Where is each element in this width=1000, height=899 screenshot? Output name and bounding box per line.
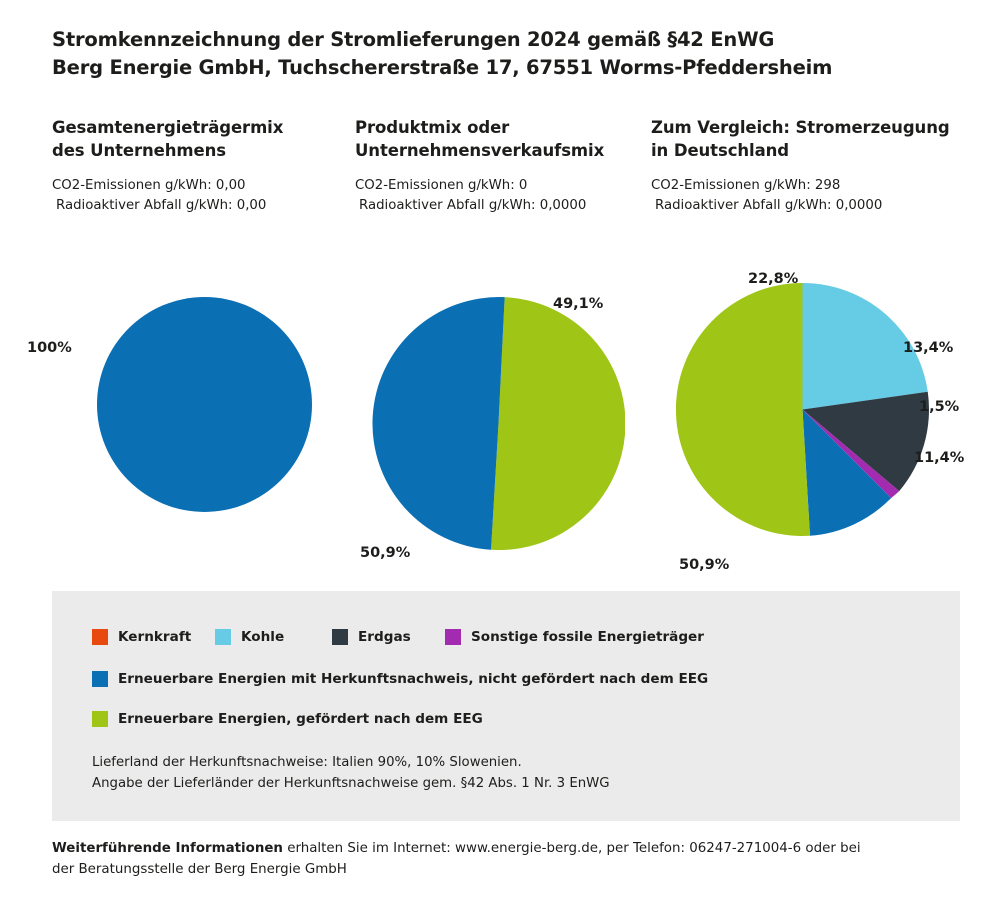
footer-rest: erhalten Sie im Internet: www.energie-berg.de, per Telefon: 06247-271004-6 oder bei <box>282 841 861 856</box>
legend-note-line1: Lieferland der Herkunftsnachweise: Italien 90%, 10% Slowenien. <box>92 755 522 770</box>
legend-swatch-erdgas <box>332 629 348 645</box>
pie-1-label-100: 100% <box>27 340 72 356</box>
pie-3-label-15: 1,5% <box>919 399 960 415</box>
column-2-title-line2: Unternehmensverkaufsmix <box>355 141 605 160</box>
column-2-co2: CO2-Emissionen g/kWh: 0 <box>355 178 528 193</box>
legend-swatch-sonstige-fossil <box>445 629 461 645</box>
column-2-emissions <box>355 176 645 216</box>
legend-item-erdgas <box>332 629 411 645</box>
column-vergleich-deutschland <box>651 116 981 216</box>
legend-note <box>92 752 610 794</box>
footer <box>52 838 962 880</box>
column-3-title <box>651 116 981 162</box>
legend-swatch-kohle <box>215 629 231 645</box>
column-1-co2: CO2-Emissionen g/kWh: 0,00 <box>52 178 246 193</box>
legend-swatch-erneuerbar-eeg <box>92 711 108 727</box>
pie-3-label-114: 11,4% <box>914 450 965 466</box>
page-title-line2: Berg Energie GmbH, Tuchschererstraße 17, 67551 Worms-Pfeddersheim <box>52 56 833 79</box>
legend-swatch-kernkraft <box>92 629 108 645</box>
column-produktmix <box>355 116 645 216</box>
column-1-title-line2: des Unternehmens <box>52 141 226 160</box>
legend-label-erneuerbar-eeg: Erneuerbare Energien, gefördert nach dem EEG <box>118 711 483 727</box>
column-2-waste: Radioaktiver Abfall g/kWh: 0,0000 <box>359 198 587 213</box>
pie-2-slice-hkn <box>372 297 504 550</box>
pie-chart-gesamtenergietraegermix <box>97 297 312 512</box>
pie-3-label-134: 13,4% <box>903 340 954 356</box>
pie-2-label-509: 50,9% <box>360 545 411 561</box>
pie-chart-deutschland <box>676 283 929 536</box>
footer-bold: Weiterführende Informationen <box>52 841 283 856</box>
pie-2-svg <box>372 297 625 550</box>
legend-label-erneuerbar-hkn: Erneuerbare Energien mit Herkunftsnachweis, nicht gefördert nach dem EEG <box>118 671 709 687</box>
legend-label-sonstige-fossil: Sonstige fossile Energieträger <box>471 629 704 645</box>
column-3-emissions <box>651 176 981 216</box>
page-title-line1: Stromkennzeichnung der Stromlieferungen 2024 gemäß §42 EnWG <box>52 28 775 51</box>
pie-2-slice-eeg <box>491 297 625 550</box>
legend-swatch-erneuerbar-hkn <box>92 671 108 687</box>
legend-item-erneuerbar-eeg <box>92 711 483 727</box>
pie-3-label-509: 50,9% <box>679 557 730 573</box>
column-1-waste: Radioaktiver Abfall g/kWh: 0,00 <box>56 198 267 213</box>
legend-label-erdgas: Erdgas <box>358 629 411 645</box>
column-1-title-line1: Gesamtenergieträgermix <box>52 118 284 137</box>
column-3-title-line2: in Deutschland <box>651 141 789 160</box>
column-1-title <box>52 116 342 162</box>
column-gesamtenergietraegermix <box>52 116 342 216</box>
footer-line1 <box>52 838 962 859</box>
legend-panel <box>52 591 960 821</box>
pie-3-svg <box>676 283 929 536</box>
legend-label-kernkraft: Kernkraft <box>118 629 192 645</box>
column-3-waste: Radioaktiver Abfall g/kWh: 0,0000 <box>655 198 883 213</box>
legend-item-sonstige-fossil <box>445 629 704 645</box>
column-2-title <box>355 116 645 162</box>
legend-item-kernkraft <box>92 629 191 645</box>
pie-chart-produktmix <box>372 297 625 550</box>
column-3-title-line1: Zum Vergleich: Stromerzeugung <box>651 118 950 137</box>
legend-item-kohle <box>215 629 284 645</box>
page-title <box>52 26 952 82</box>
pie-3-label-228: 22,8% <box>748 271 799 287</box>
column-1-emissions <box>52 176 342 216</box>
column-2-title-line1: Produktmix oder <box>355 118 510 137</box>
pie-2-label-491: 49,1% <box>553 296 604 312</box>
legend-label-kohle: Kohle <box>241 629 285 645</box>
pie-3-slice-eeg <box>676 283 810 536</box>
legend-item-erneuerbar-hkn <box>92 671 708 687</box>
legend-note-line2: Angabe der Lieferländer der Herkunftsnachweise gem. §42 Abs. 1 Nr. 3 EnWG <box>92 776 610 791</box>
column-3-co2: CO2-Emissionen g/kWh: 298 <box>651 178 841 193</box>
footer-line2: der Beratungsstelle der Berg Energie GmbH <box>52 862 347 877</box>
